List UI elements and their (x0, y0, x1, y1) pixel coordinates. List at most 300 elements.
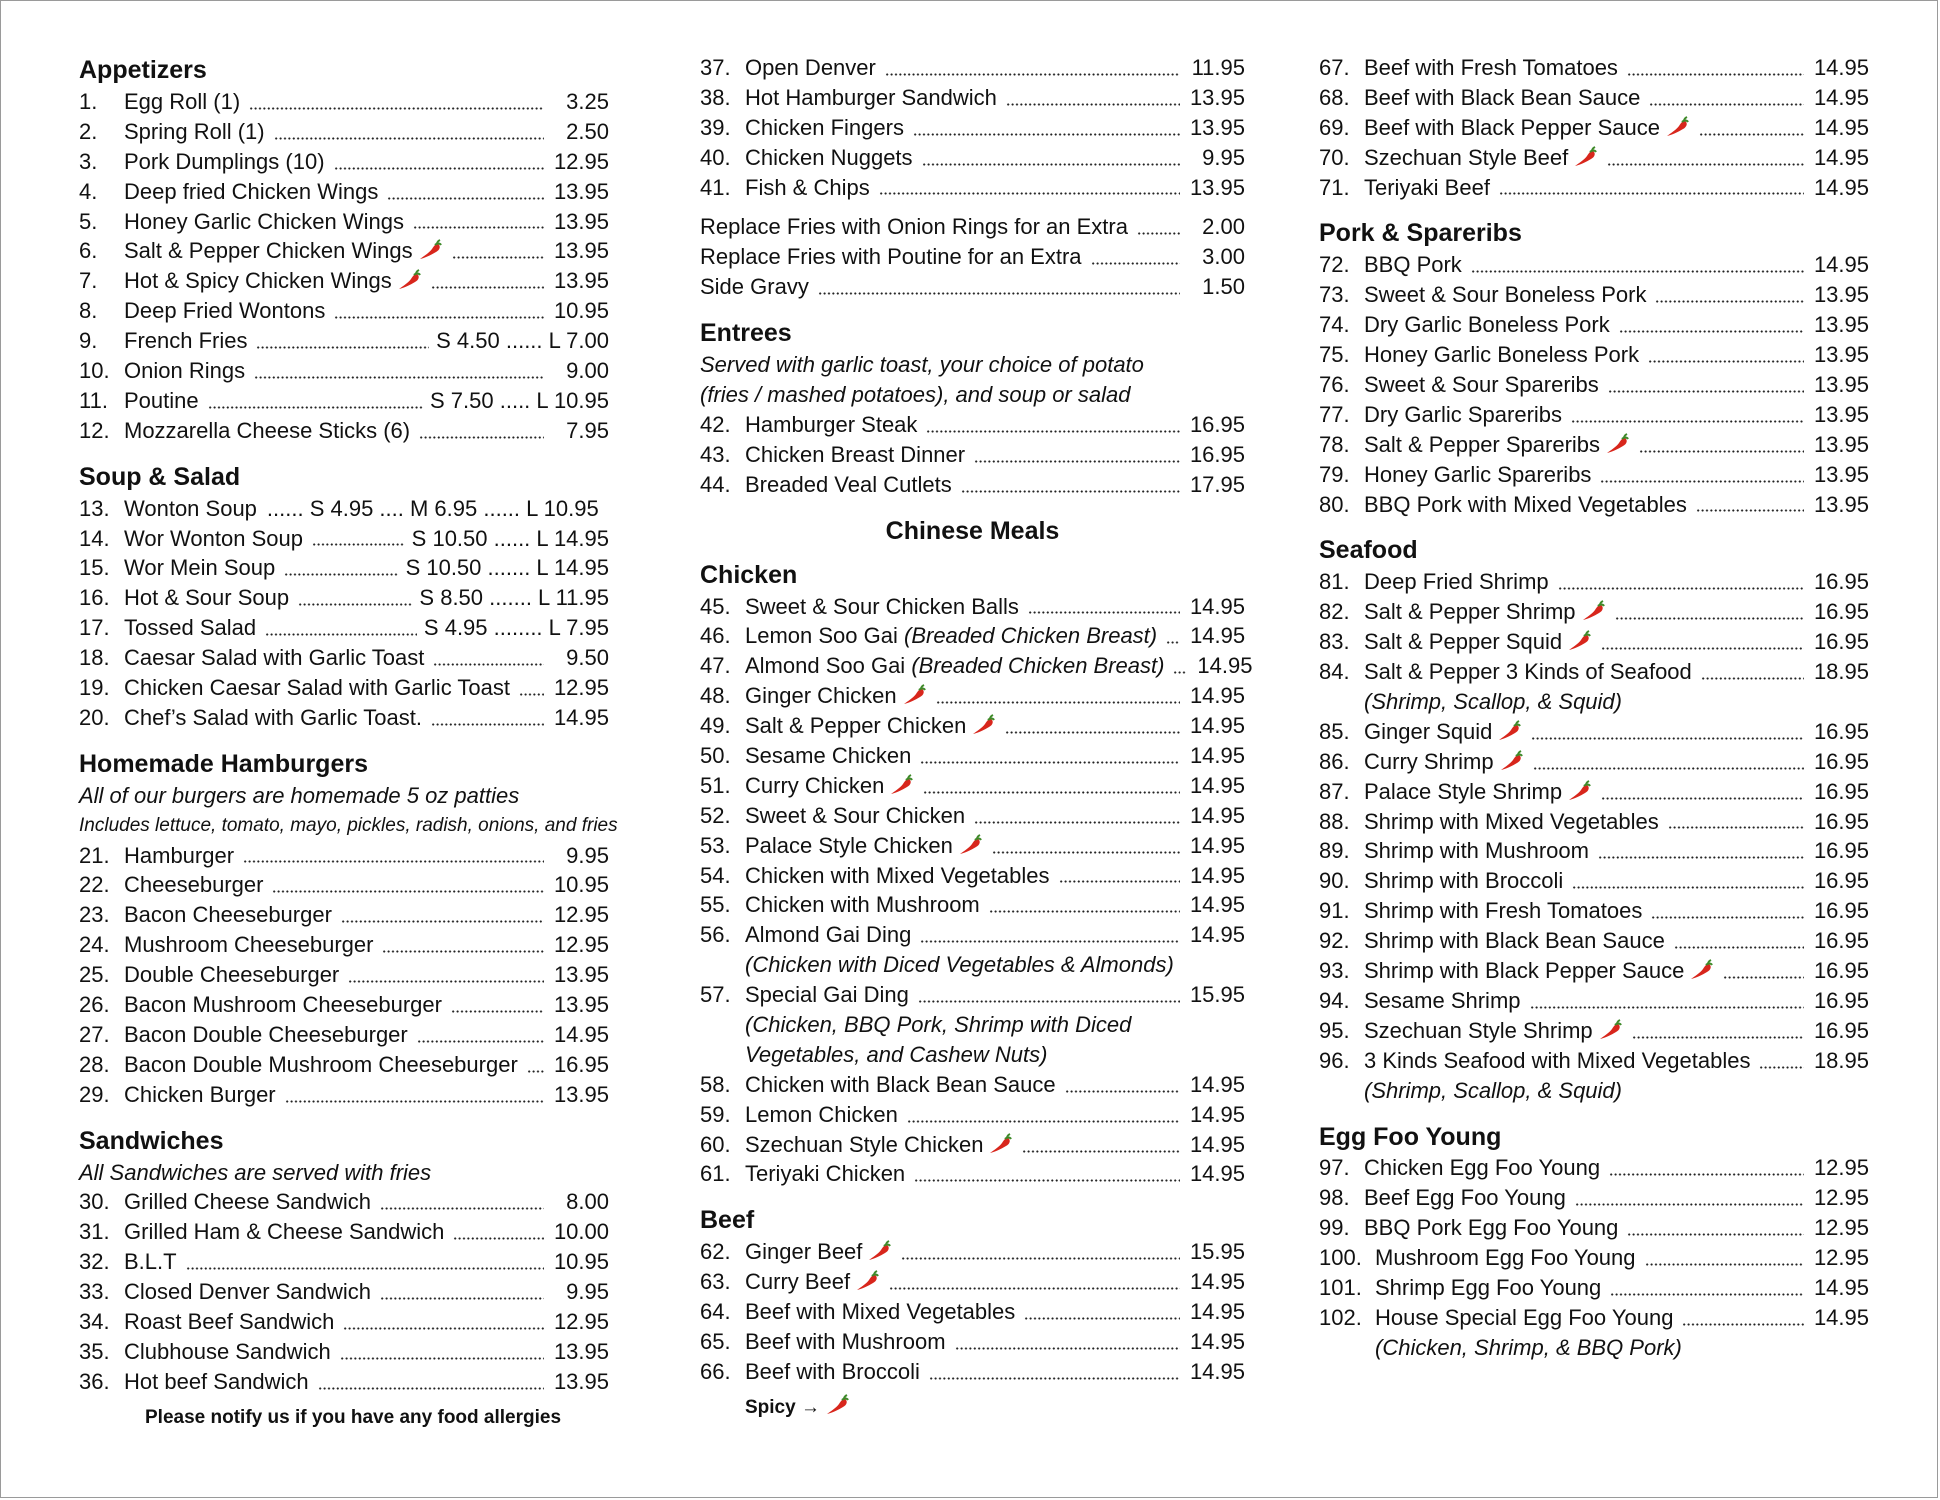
item-name (124, 147, 325, 177)
item-number: 23. (79, 902, 110, 928)
item-name (1364, 310, 1610, 340)
item-price: 14.95 (1189, 1101, 1245, 1127)
leader-dots (249, 107, 544, 110)
leader-dots (413, 226, 544, 229)
item-price: S 10.50 ...... L 14.95 (411, 525, 609, 551)
section-note: (fries / mashed potatoes), and soup or salad (700, 382, 1131, 408)
item-name-text: Grilled Cheese Sandwich (124, 1189, 372, 1215)
menu-item (1319, 83, 1869, 113)
item-name-text: Chicken with Black Bean Sauce (745, 1071, 1056, 1097)
item-name (124, 1277, 371, 1307)
item-name (124, 613, 256, 643)
item-number: 98. (1319, 1185, 1350, 1211)
leader-dots (920, 761, 1180, 764)
extra-price: 1.50 (1202, 274, 1245, 300)
leader-dots (885, 73, 1180, 76)
item-price: S 7.50 ..... L 10.95 (430, 387, 609, 413)
menu-item (1319, 173, 1869, 203)
chili-pepper-icon (854, 1270, 880, 1292)
item-number: 21. (79, 842, 110, 868)
leader-dots (274, 137, 544, 140)
menu-item (700, 980, 1245, 1010)
leader-dots (926, 430, 1180, 433)
menu-item (1319, 370, 1869, 400)
leader-dots (254, 376, 544, 379)
item-name (745, 831, 983, 861)
item-price: 13.95 (1189, 114, 1245, 140)
item-name-text: Special Gai Ding (745, 982, 909, 1008)
item-number: 42. (700, 411, 731, 437)
leader-dots (285, 1100, 544, 1103)
item-name (124, 236, 443, 266)
leader-dots (1005, 731, 1180, 734)
item-name (124, 1050, 518, 1080)
leader-dots (1759, 1066, 1804, 1069)
item-price: 13.95 (553, 1338, 609, 1364)
item-price: 14.95 (553, 704, 609, 730)
item-name (745, 980, 909, 1010)
menu-item (1319, 1303, 1869, 1333)
item-name (1375, 1273, 1601, 1303)
menu-item (1319, 340, 1869, 370)
menu-item (700, 592, 1245, 622)
menu-item (1319, 400, 1869, 430)
leader-dots (1723, 976, 1804, 979)
item-name (1364, 627, 1592, 657)
chili-pepper-icon (970, 714, 996, 736)
menu-item (1319, 1016, 1869, 1046)
item-price: 13.95 (1813, 401, 1869, 427)
item-description: (Breaded Chicken Breast) (911, 653, 1165, 679)
item-name (1364, 83, 1640, 113)
item-number: 28. (79, 1051, 110, 1077)
item-price: 14.95 (1813, 1275, 1869, 1301)
leader-dots (417, 1040, 544, 1043)
leader-dots (1024, 1317, 1180, 1320)
leader-dots (1668, 826, 1804, 829)
item-name-text: Hamburger (124, 842, 235, 868)
item-number: 93. (1319, 958, 1350, 984)
item-name (1364, 280, 1646, 310)
item-name-text: Sweet & Sour Boneless Pork (1364, 282, 1647, 308)
leader-dots (1682, 1323, 1804, 1326)
item-number: 40. (700, 144, 731, 170)
leader-dots (265, 633, 417, 636)
item-number: 29. (79, 1081, 110, 1107)
item-number: 33. (79, 1279, 110, 1305)
item-name-text: Lemon Chicken (745, 1101, 898, 1127)
item-number: 48. (700, 683, 731, 709)
item-name-text: Ginger Beef (745, 1239, 863, 1265)
item-name-text: Shrimp with Broccoli (1364, 868, 1564, 894)
menu-item (79, 207, 609, 237)
menu-item (1319, 747, 1869, 777)
item-name (124, 960, 339, 990)
item-name-text: Lemon Soo Gai (745, 623, 898, 649)
leader-dots (1601, 647, 1804, 650)
item-price: 12.95 (1813, 1155, 1869, 1181)
menu-item (79, 1188, 609, 1218)
item-number: 4. (79, 178, 98, 204)
item-name-text: Poutine (124, 387, 199, 413)
item-name-text: Salt & Pepper Squid (1364, 629, 1563, 655)
item-name (124, 900, 332, 930)
item-name-text: Salt & Pepper Chicken Wings (124, 238, 413, 264)
item-number: 80. (1319, 491, 1350, 517)
item-number: 75. (1319, 342, 1350, 368)
menu-item (79, 147, 609, 177)
item-name-text: Shrimp with Black Bean Sauce (1364, 928, 1665, 954)
item-price: 13.95 (1813, 372, 1869, 397)
menu-item (700, 831, 1245, 861)
item-number: 74. (1319, 312, 1350, 338)
item-number: 59. (700, 1101, 731, 1127)
menu-item (1319, 956, 1869, 986)
item-name (745, 861, 1050, 891)
item-name (745, 470, 952, 500)
item-number: 77. (1319, 401, 1350, 427)
item-name-text: Spring Roll (1) (124, 118, 265, 144)
section-note: All Sandwiches are served with fries (79, 1159, 432, 1185)
leader-dots (519, 693, 544, 696)
item-number: 73. (1319, 282, 1350, 308)
item-number: 102. (1319, 1304, 1362, 1330)
menu-item (1319, 53, 1869, 83)
item-name-text: Chef’s Salad with Garlic Toast. (124, 704, 422, 730)
item-price: 13.95 (553, 178, 609, 204)
item-name-text: Beef Egg Foo Young (1364, 1185, 1566, 1211)
item-name (1364, 53, 1618, 83)
item-price: S 10.50 ....... L 14.95 (405, 555, 609, 581)
item-name (745, 1267, 880, 1297)
item-number: 55. (700, 892, 731, 918)
item-number: 50. (700, 743, 731, 769)
item-name (1364, 777, 1592, 807)
item-price: 10.95 (553, 298, 609, 324)
item-price: 14.95 (1813, 84, 1869, 110)
leader-dots (1609, 1173, 1804, 1176)
menu-item (700, 83, 1245, 113)
item-name-text: Closed Denver Sandwich (124, 1279, 372, 1305)
item-price: 15.95 (1189, 1239, 1245, 1265)
item-price: 10.95 (553, 872, 609, 898)
item-name (124, 266, 422, 296)
leader-dots (340, 1357, 544, 1360)
item-number: 8. (79, 298, 98, 324)
item-price: 10.95 (553, 1249, 609, 1275)
item-name-text: Hot beef Sandwich (124, 1368, 309, 1394)
item-number: 72. (1319, 252, 1350, 278)
menu-item (79, 386, 609, 416)
leader-dots (243, 860, 544, 863)
item-number: 79. (1319, 461, 1350, 487)
item-name (124, 117, 265, 147)
item-name (124, 930, 373, 960)
item-name (124, 177, 378, 207)
item-number: 25. (79, 962, 110, 988)
item-price: 14.95 (1813, 1304, 1869, 1330)
leader-dots (298, 603, 412, 606)
leader-dots (453, 1237, 544, 1240)
item-price: 16.95 (1813, 928, 1869, 954)
item-name (1364, 173, 1490, 203)
menu-item (1319, 1213, 1869, 1243)
item-number: 82. (1319, 599, 1350, 625)
item-price: 14.95 (1189, 713, 1245, 739)
item-price: 16.95 (1813, 838, 1869, 864)
item-name-text: Chicken Burger (124, 1081, 276, 1107)
item-number: 83. (1319, 629, 1350, 655)
menu-item (1319, 280, 1869, 310)
item-number: 76. (1319, 372, 1350, 397)
item-number: 16. (79, 585, 110, 611)
chili-pepper-icon (1664, 116, 1690, 138)
section-title: Chicken (700, 560, 798, 589)
item-number: 90. (1319, 868, 1350, 894)
item-name-text: BBQ Pork Egg Foo Young (1364, 1215, 1619, 1241)
menu-item (79, 326, 609, 356)
item-price: 14.95 (1189, 1329, 1245, 1355)
item-name-text: Hamburger Steak (745, 411, 918, 437)
item-name-text: Shrimp with Mushroom (1364, 838, 1589, 864)
item-name-text: Mozzarella Cheese Sticks (6) (124, 417, 411, 443)
leader-dots (431, 723, 544, 726)
item-price: 14.95 (1813, 114, 1869, 140)
leader-dots (1028, 611, 1180, 614)
menu-item (79, 900, 609, 930)
menu-item (79, 930, 609, 960)
item-number: 18. (79, 645, 110, 671)
item-name-text: Cheeseburger (124, 872, 264, 898)
item-name (1364, 370, 1599, 400)
item-price: 14.95 (1189, 922, 1245, 948)
leader-dots (186, 1267, 544, 1270)
item-name (1364, 400, 1562, 430)
item-name-text: Deep Fried Shrimp (1364, 569, 1549, 595)
item-number: 51. (700, 772, 731, 798)
item-name-text: Salt & Pepper Shrimp (1364, 599, 1576, 625)
item-price: S 8.50 ....... L 11.95 (419, 585, 609, 611)
item-name-text: BBQ Pork with Mixed Vegetables (1364, 491, 1687, 517)
item-price: 16.95 (1813, 569, 1869, 595)
item-name-text: 3 Kinds Seafood with Mixed Vegetables (1364, 1047, 1751, 1073)
item-name (745, 801, 965, 831)
item-name-text: Shrimp with Mixed Vegetables (1364, 808, 1659, 834)
item-number: 100. (1319, 1245, 1362, 1271)
leader-dots (1610, 1293, 1804, 1296)
leader-dots (914, 1179, 1180, 1182)
item-name-text: Wor Mein Soup (124, 555, 276, 581)
item-price: 7.95 (566, 417, 609, 443)
item-price: 15.95 (1189, 982, 1245, 1008)
menu-item (700, 1070, 1245, 1100)
item-price: 13.95 (553, 1368, 609, 1394)
item-name (124, 207, 404, 237)
chili-pepper-icon (1597, 1019, 1623, 1041)
chili-pepper-icon (396, 269, 422, 291)
item-name (1364, 807, 1659, 837)
item-price: 9.95 (566, 842, 609, 868)
item-name (124, 1367, 309, 1397)
item-name (1364, 567, 1549, 597)
item-number: 20. (79, 704, 110, 730)
leader-dots (312, 543, 405, 546)
item-number: 24. (79, 932, 110, 958)
menu-item (79, 583, 609, 613)
item-name (745, 711, 996, 741)
menu-item (79, 266, 609, 296)
leader-dots (913, 133, 1180, 136)
item-price: 16.95 (1813, 808, 1869, 834)
item-name-text: Sweet & Sour Chicken Balls (745, 593, 1019, 619)
item-name-text: Chicken Nuggets (745, 144, 913, 170)
section-note: Includes lettuce, tomato, mayo, pickles, radish, onions, and fries (79, 814, 618, 836)
item-name (745, 143, 913, 173)
extra-option (700, 242, 1245, 272)
menu-item (79, 494, 609, 524)
leader-dots (284, 573, 398, 576)
leader-dots (1649, 103, 1804, 106)
item-name-text: Honey Garlic Spareribs (1364, 461, 1592, 487)
item-price: 9.95 (566, 1279, 609, 1305)
item-number: 30. (79, 1189, 110, 1215)
item-name (745, 592, 1019, 622)
menu-item (1319, 1046, 1869, 1076)
extra-price: 2.00 (1202, 214, 1245, 240)
item-name-text: French Fries (124, 328, 248, 354)
item-name (1364, 1213, 1618, 1243)
leader-dots (380, 1297, 544, 1300)
item-name (1364, 896, 1642, 926)
leader-dots (1619, 330, 1804, 333)
menu-item (79, 177, 609, 207)
item-price: 12.95 (553, 675, 609, 701)
item-name-text: House Special Egg Foo Young (1375, 1304, 1674, 1330)
leader-dots (961, 490, 1180, 493)
menu-item (700, 771, 1245, 801)
item-number: 1. (79, 88, 98, 114)
leader-dots (1648, 360, 1804, 363)
chinese-meals-heading: Chinese Meals (885, 516, 1060, 545)
leader-dots (1173, 671, 1187, 674)
leader-dots (343, 1327, 544, 1330)
item-number: 86. (1319, 748, 1350, 774)
item-name-text: Beef with Black Bean Sauce (1364, 84, 1641, 110)
item-name-text: Deep Fried Wontons (124, 298, 326, 324)
menu-item (700, 1357, 1245, 1387)
item-description: (Chicken, BBQ Pork, Shrimp with Diced (745, 1012, 1132, 1038)
menu-item (700, 890, 1245, 920)
leader-dots (1601, 797, 1804, 800)
item-name-text: Curry Shrimp (1364, 748, 1494, 774)
item-name-text: Mushroom Cheeseburger (124, 932, 374, 958)
item-name (124, 87, 240, 117)
menu-item (700, 621, 1245, 651)
item-name (1364, 657, 1692, 687)
item-number: 61. (700, 1161, 731, 1187)
item-number: 22. (79, 872, 110, 898)
item-name (745, 1159, 905, 1189)
item-price: 14.95 (1189, 892, 1245, 918)
item-name-text: Bacon Double Cheeseburger (124, 1021, 408, 1047)
leader-dots (527, 1070, 544, 1073)
menu-item (700, 410, 1245, 440)
item-number: 26. (79, 992, 110, 1018)
item-number: 31. (79, 1219, 110, 1245)
item-number: 43. (700, 441, 731, 467)
item-name (1364, 490, 1687, 520)
leader-dots (318, 1387, 544, 1390)
item-number: 88. (1319, 808, 1350, 834)
menu-item (79, 960, 609, 990)
leader-dots (1607, 163, 1804, 166)
leader-dots (1701, 677, 1804, 680)
leader-dots (1091, 262, 1180, 265)
item-name (745, 920, 911, 950)
item-number: 32. (79, 1249, 110, 1275)
item-name-text: Chicken with Mushroom (745, 892, 980, 918)
item-price: ...... S 4.95 .... M 6.95 ...... L 10.95 (266, 495, 599, 521)
item-price: 12.95 (553, 902, 609, 928)
menu-item (700, 1327, 1245, 1357)
item-name-text: Ginger Chicken (745, 683, 897, 709)
item-name-text: Grilled Ham & Cheese Sandwich (124, 1219, 445, 1245)
item-name (745, 771, 914, 801)
item-price: 12.95 (1813, 1185, 1869, 1211)
item-name-text: Roast Beef Sandwich (124, 1309, 335, 1335)
item-description: (Chicken, Shrimp, & BBQ Pork) (1375, 1334, 1682, 1360)
item-name (124, 1307, 334, 1337)
allergy-note: Please notify us if you have any food allergies (145, 1406, 562, 1428)
section-title: Pork & Spareribs (1319, 219, 1522, 248)
leader-dots (879, 192, 1180, 195)
item-name (745, 1070, 1056, 1100)
item-price: 16.95 (1813, 778, 1869, 804)
item-price: 10.00 (553, 1219, 609, 1245)
section-note: All of our burgers are homemade 5 oz patties (79, 782, 520, 808)
menu-item (700, 470, 1245, 500)
leader-dots (382, 950, 544, 953)
menu-item (79, 524, 609, 554)
item-price: 14.95 (1189, 593, 1245, 619)
item-name (745, 621, 1157, 651)
item-name (1364, 986, 1521, 1016)
item-number: 36. (79, 1368, 110, 1394)
item-name-text: Caesar Salad with Garlic Toast (124, 645, 425, 671)
menu-item (79, 1337, 609, 1367)
item-name (124, 1217, 444, 1247)
item-number: 11. (79, 387, 108, 413)
item-number: 58. (700, 1071, 731, 1097)
item-price: 18.95 (1813, 659, 1869, 685)
item-price: S 4.95 ........ L 7.95 (423, 615, 609, 641)
item-name-text: Almond Soo Gai (745, 653, 906, 679)
item-name-text: Sweet & Sour Spareribs (1364, 372, 1599, 397)
item-description: (Chicken with Diced Vegetables & Almonds) (745, 952, 1174, 978)
leader-dots (419, 436, 544, 439)
item-name (745, 890, 980, 920)
item-name-text: Shrimp Egg Foo Young (1375, 1275, 1602, 1301)
item-name-text: Double Cheeseburger (124, 962, 340, 988)
item-name (745, 651, 1164, 681)
item-name-text: Sesame Chicken (745, 743, 912, 769)
leader-dots (992, 851, 1180, 854)
menu-item (1319, 1273, 1869, 1303)
item-name-text: Open Denver (745, 54, 876, 80)
item-price: 13.95 (1813, 461, 1869, 487)
leader-dots (1065, 1090, 1180, 1093)
leader-dots (818, 292, 1180, 295)
